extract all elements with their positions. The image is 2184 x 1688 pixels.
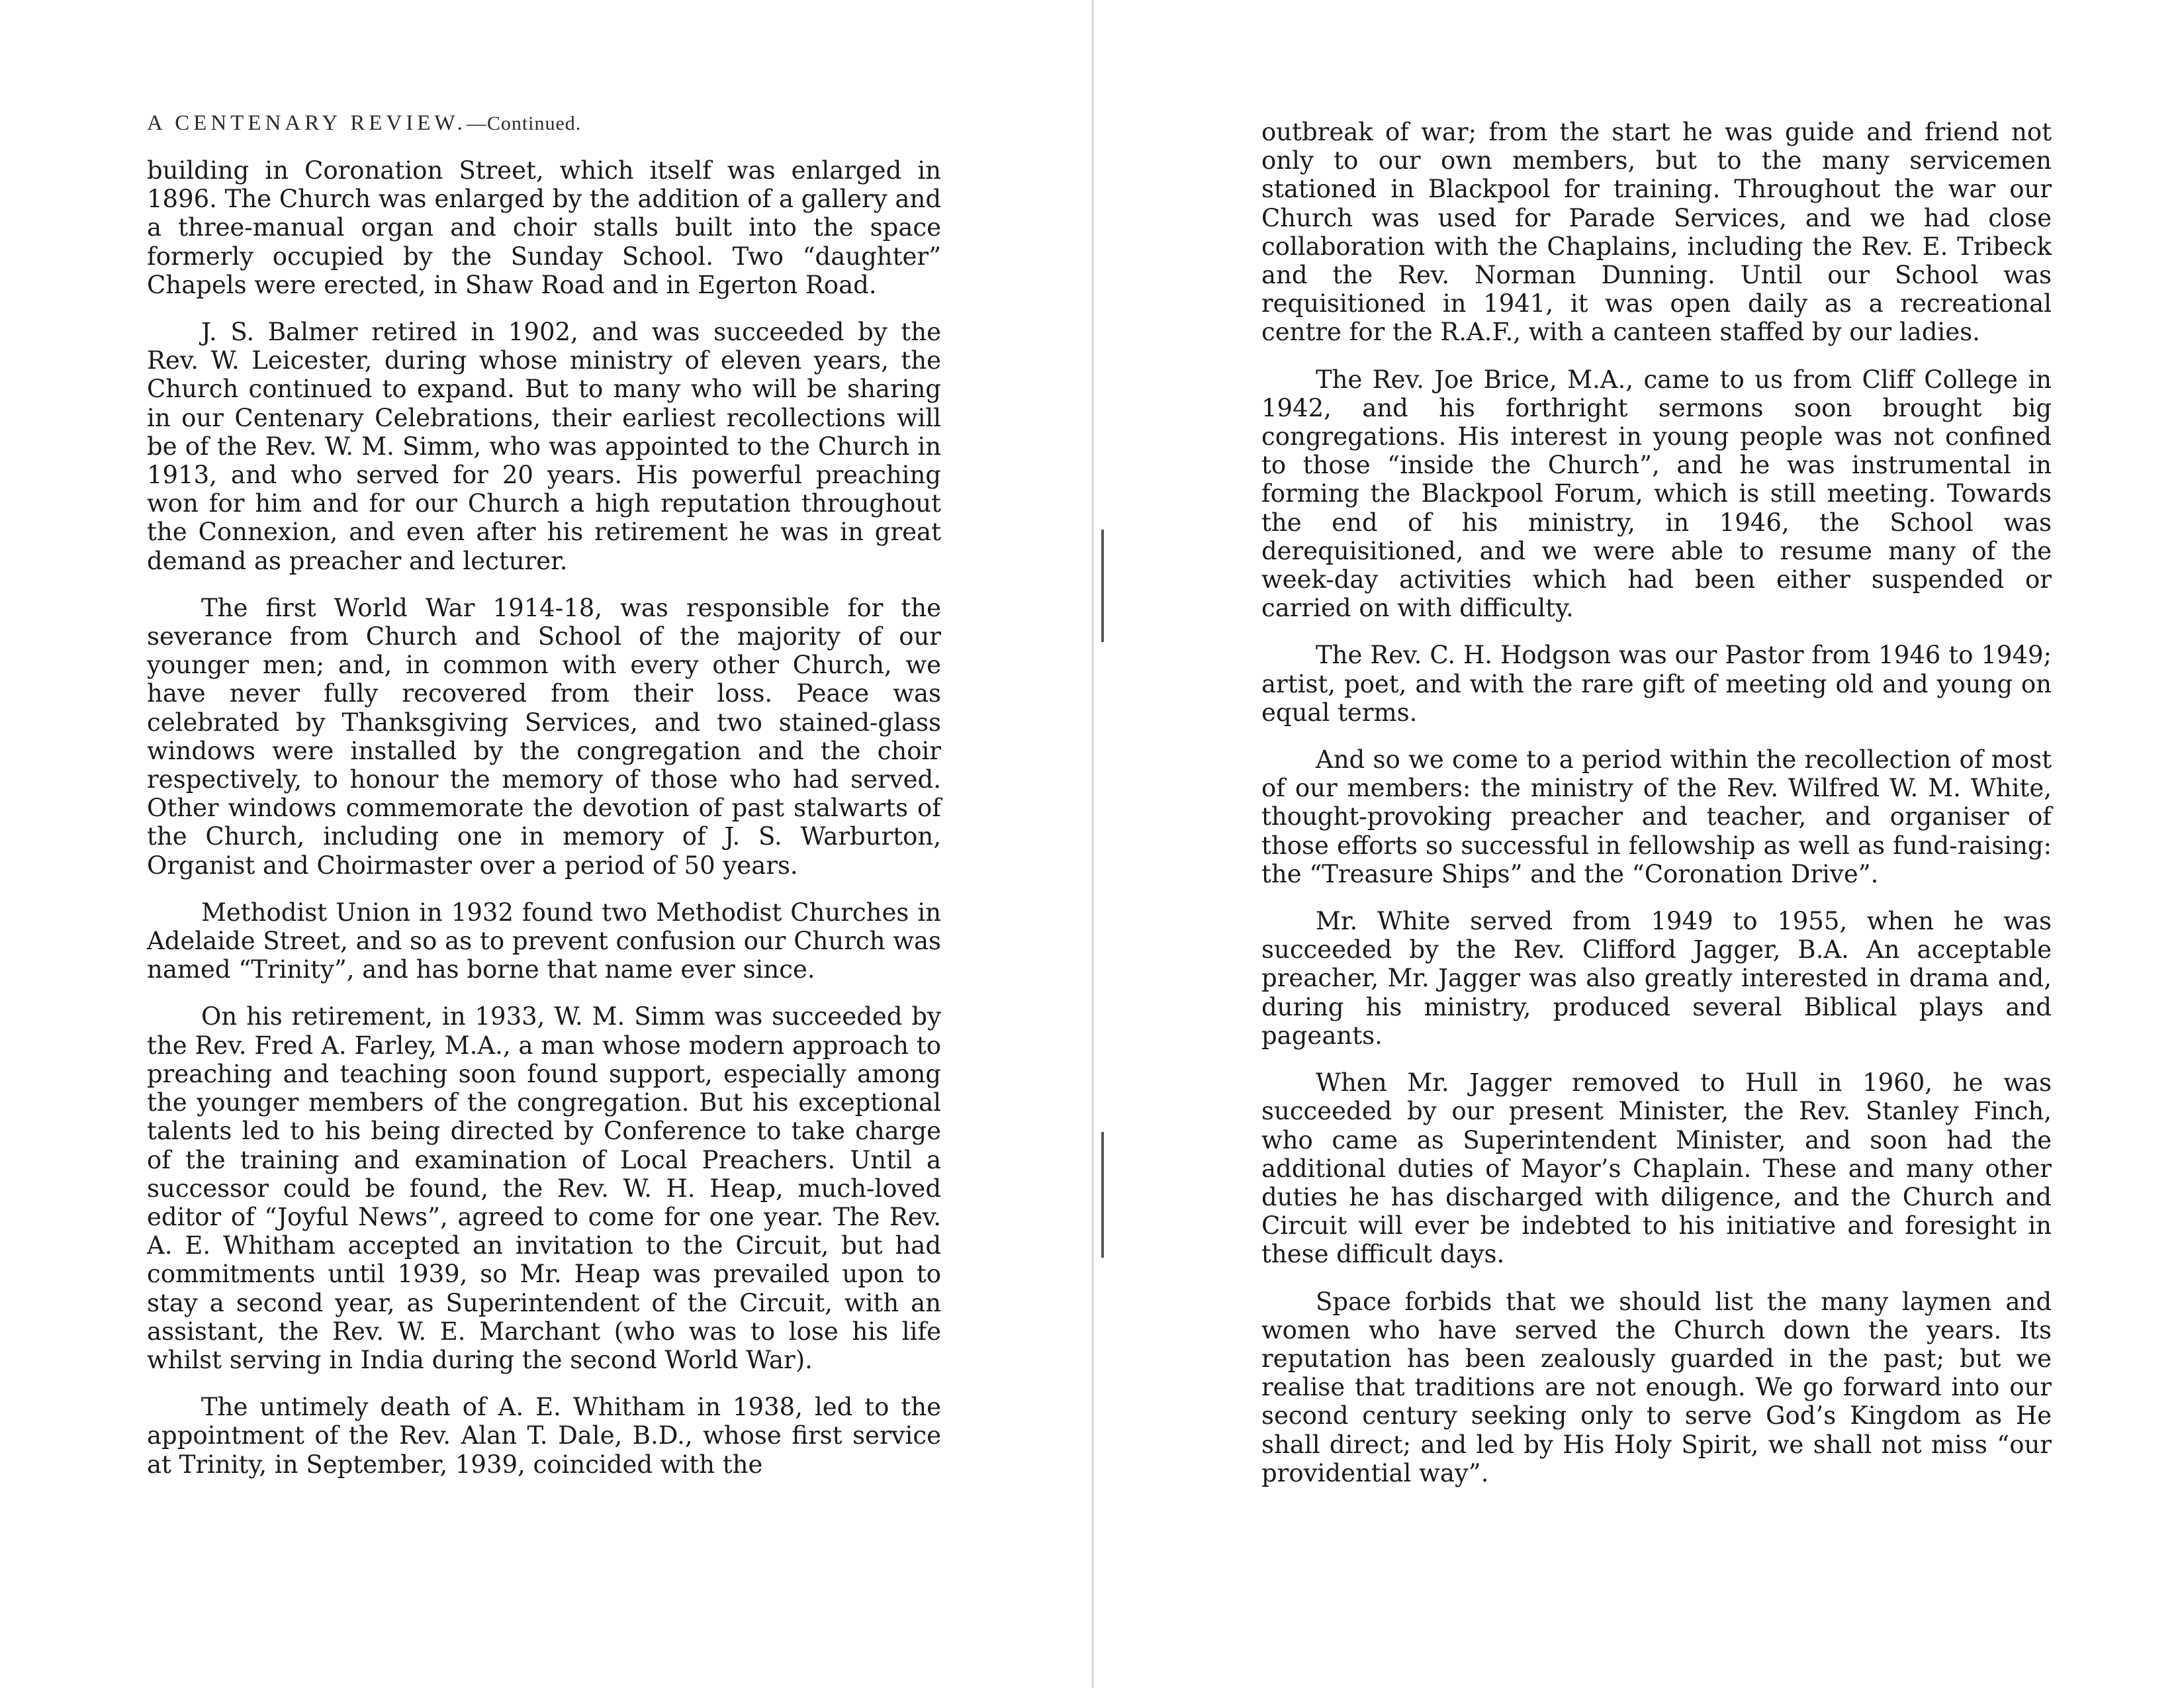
right-text-column (1261, 118, 2052, 1506)
paragraph: The first World War 1914-18, was responsible for the severance from Church and School of the majority of our younger men; and, in common with every other Church, we have never fully recovered from their loss. Peace was celebrated by Thanksgiving Services, and two stained-glass windows were installed by the congregation and the choir respectively, to honour the memory of those who had served. Other windows commemorate the devotion of past stalwarts of the Church, including one in memory of J. S. Warburton, Organist and Choirmaster over a period of 50 years. (147, 593, 941, 880)
paragraph: Mr. White served from 1949 to 1955, when he was succeeded by the Rev. Clifford Jagger, B.A. An acceptable preacher, Mr. Jagger was also greatly interested in drama and, during his ministry, produced several Biblical plays and pageants. (1261, 907, 2052, 1050)
paragraph: The untimely death of A. E. Whitham in 1938, led to the appointment of the Rev. Alan T. Dale, B.D., whose first service at Trinity, in September, 1939, coincided with the (147, 1393, 941, 1479)
paragraph: The Rev. Joe Brice, M.A., came to us from Cliff College in 1942, and his forthright sermons soon brought big congregations. His interest in young people was not confined to those “inside the Church”, and he was instrumental in forming the Blackpool Forum, which is still meeting. Towards the end of his ministry, in 1946, the School was derequisitioned, and we were able to resume many of the week-day activities which had been either suspended or carried on with difficulty. (1261, 365, 2052, 623)
paragraph: Space forbids that we should list the many laymen and women who have served the Church down the years. Its reputation has been zealously guarded in the past; but we realise that traditions are not enough. We go forward into our second century seeking only to serve God’s Kingdom as He shall direct; and led by His Holy Spirit, we shall not miss “our providential way”. (1261, 1287, 2052, 1487)
paragraph: When Mr. Jagger removed to Hull in 1960, he was succeeded by our present Minister, the Rev. Stanley Finch, who came as Superintendent Minister, and soon had the additional duties of Mayor’s Chaplain. These and many other duties he has discharged with diligence, and the Church and Circuit will ever be indebted to his initiative and foresight in these difficult days. (1261, 1068, 2052, 1269)
right-page (1092, 0, 2184, 1688)
paragraph: The Rev. C. H. Hodgson was our Pastor from 1946 to 1949; artist, poet, and with the rare gift of meeting old and young on equal terms. (1261, 641, 2052, 727)
paragraph: And so we come to a period within the recollection of most of our members: the ministry of the Rev. Wilfred W. M. White, thought-provoking preacher and teacher, and organiser of those efforts so successful in fellowship as well as fund-raising: the “Treasure Ships” and the “Coronation Drive”. (1261, 745, 2052, 888)
header-title: A CENTENARY REVIEW. (147, 111, 467, 135)
paragraph: On his retirement, in 1933, W. M. Simm was succeeded by the Rev. Fred A. Farley, M.A., a man whose modern approach to preaching and teaching soon found support, especially among the younger members of the congregation. But his exceptional talents led to his being directed by Conference to take charge of the training and examination of Local Preachers. Until a successor could be found, the Rev. W. H. Heap, much-loved editor of “Joyful News”, agreed to come for one year. The Rev. A. E. Whitham accepted an invitation to the Circuit, but had commitments until 1939, so Mr. Heap was prevailed upon to stay a second year, as Superintendent of the Circuit, with an assistant, the Rev. W. E. Marchant (who was to lose his life whilst serving in India during the second World War). (147, 1002, 941, 1374)
paragraph: J. S. Balmer retired in 1902, and was succeeded by the Rev. W. Leicester, during whose ministry of eleven years, the Church continued to expand. But to many who will be sharing in our Centenary Celebrations, their earliest recollections will be of the Rev. W. M. Simm, who was appointed to the Church in 1913, and who served for 20 years. His powerful preaching won for him and for our Church a high reputation throughout the Connexion, and even after his retirement he was in great demand as preacher and lecturer. (147, 318, 941, 575)
paragraph: building in Coronation Street, which itself was enlarged in 1896. The Church was enlarged by the addition of a gallery and a three-manual organ and choir stalls built into the space formerly occupied by the Sunday School. Two “daughter” Chapels were erected, in Shaw Road and in Egerton Road. (147, 156, 941, 299)
paragraph: Methodist Union in 1932 found two Methodist Churches in Adelaide Street, and so as to prevent confusion our Church was named “Trinity”, and has borne that name ever since. (147, 898, 941, 984)
running-header (147, 111, 581, 136)
left-text-column (147, 156, 941, 1497)
header-continued: —Continued. (466, 113, 582, 134)
paragraph: outbreak of war; from the start he was guide and friend not only to our own members, but to the many servicemen stationed in Blackpool for training. Throughout the war our Church was used for Parade Services, and we had close collaboration with the Chaplains, including the Rev. E. Tribeck and the Rev. Norman Dunning. Until our School was requisitioned in 1941, it was open daily as a recreational centre for the R.A.F., with a canteen staffed by our ladies. (1261, 118, 2052, 347)
